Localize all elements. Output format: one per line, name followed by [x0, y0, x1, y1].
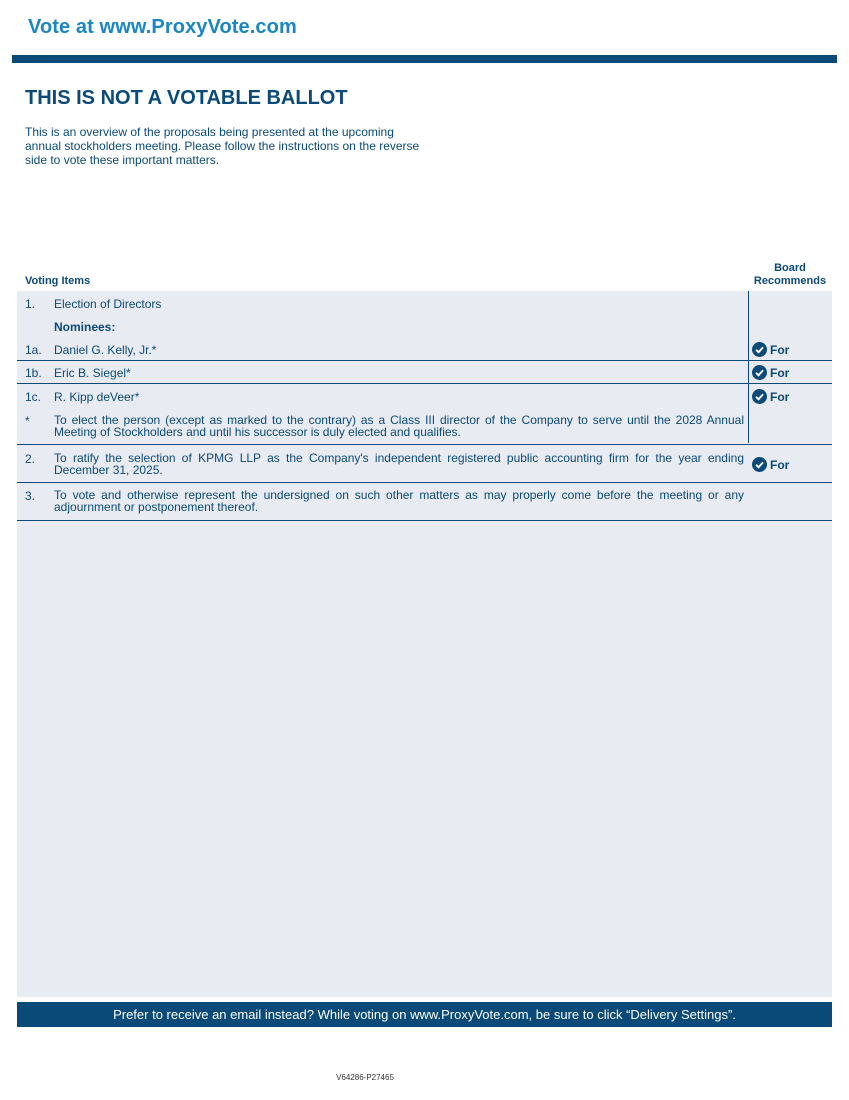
- item-number: 3.: [25, 489, 36, 503]
- item-number: 1a.: [25, 343, 42, 357]
- footnote-marker: *: [25, 414, 30, 428]
- recommendation-label: For: [770, 389, 790, 404]
- row-divider: [17, 482, 832, 483]
- proposal-text: To ratify the selection of KPMG LLP as the Company's independent registered public accounting firm for the year ending December 31, 2025.: [54, 451, 744, 477]
- proposal-text: To vote and otherwise represent the undersigned on such other matters as may properly come before the meeting or any adjournment or postponement thereof.: [54, 488, 744, 514]
- item-number: 1.: [25, 297, 36, 311]
- board-recommends-header: [748, 262, 832, 288]
- column-divider: [748, 291, 749, 443]
- recommendation-label: For: [770, 365, 790, 380]
- recommendation: [752, 365, 789, 380]
- board-header-line1: Board: [774, 262, 806, 274]
- page-title: THIS IS NOT A VOTABLE BALLOT: [25, 87, 348, 109]
- check-circle-icon: [752, 389, 767, 404]
- intro-text: This is an overview of the proposals being presented at the upcoming annual stockholders meeting. Please follow the instructions on the reverse side to vote these important matters.: [25, 125, 420, 167]
- recommendation: [752, 342, 789, 357]
- check-circle-icon: [752, 365, 767, 380]
- row-divider: [17, 444, 832, 445]
- recommendation: [752, 389, 789, 404]
- recommendation-label: For: [770, 457, 790, 472]
- row-divider: [17, 520, 832, 521]
- voting-items-header: Voting Items: [25, 275, 91, 287]
- nominee-name: Daniel G. Kelly, Jr.*: [54, 343, 157, 357]
- nominee-name: Eric B. Siegel*: [54, 366, 131, 380]
- row-divider: [17, 360, 832, 361]
- item-number: 1c.: [25, 390, 42, 404]
- delivery-settings-banner: Prefer to receive an email instead? While voting on www.ProxyVote.com, be sure to click “Delivery Settings”.: [17, 1002, 832, 1027]
- check-circle-icon: [752, 457, 767, 472]
- header-rule: [12, 55, 837, 63]
- row-divider: [17, 383, 832, 384]
- nominee-name: R. Kipp deVeer*: [54, 390, 140, 404]
- board-header-line2: Recommends: [753, 275, 827, 287]
- nominees-label: Nominees:: [54, 320, 116, 334]
- document-code: V64286-P27465: [336, 1073, 394, 1082]
- item-number: 2.: [25, 452, 36, 466]
- item-text: Election of Directors: [54, 297, 162, 311]
- recommendation: [752, 457, 789, 472]
- footnote-text: To elect the person (except as marked to the contrary) as a Class III director of the Company to serve until the 2028 Annual Meeting of Stockholders and until his successor is duly elected and qualifies.: [54, 413, 744, 439]
- item-number: 1b.: [25, 366, 42, 380]
- recommendation-label: For: [770, 342, 790, 357]
- proxyvote-link[interactable]: Vote at www.ProxyVote.com: [28, 16, 297, 38]
- check-circle-icon: [752, 342, 767, 357]
